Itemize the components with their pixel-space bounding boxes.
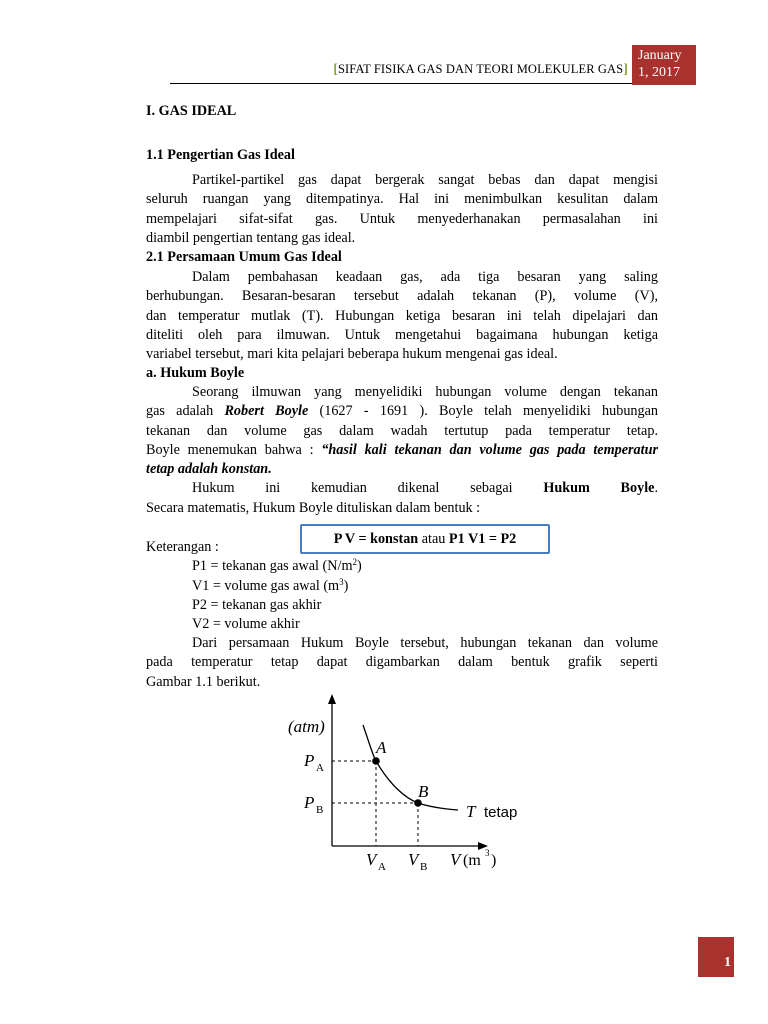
- section-2-1-heading: 2.1 Persamaan Umum Gas Ideal: [146, 249, 342, 265]
- section-1-1-paragraph: [146, 171, 658, 248]
- text-span: Hukum ini kemudian dikenal sebagai: [192, 480, 544, 497]
- paragraph-line: diteliti oleh para ilmuwan. Untuk mengetahui bagaimana hubungan ketiga: [146, 326, 658, 343]
- y-axis-arrow: [328, 694, 336, 704]
- vb-subscript: B: [420, 861, 428, 873]
- closing-paragraph: [146, 634, 658, 692]
- legend-block: [146, 538, 658, 634]
- v-axis-label: V: [450, 850, 461, 869]
- paragraph-line: mempelajari sifat-sifat gas. Untuk menyederhanakan permasalahan ini: [146, 210, 658, 227]
- section-1-1-heading: 1.1 Pengertian Gas Ideal: [146, 147, 295, 163]
- paragraph-line: Gambar 1.1 berikut.: [146, 673, 261, 690]
- formula-part-a: P V = konstan: [333, 531, 419, 547]
- paragraph-line: Dari persamaan Hukum Boyle tersebut, hubungan tekanan dan volume: [192, 635, 658, 651]
- date-line-1: January: [638, 48, 682, 63]
- text-span: P1 = tekanan gas awal (N/m: [192, 558, 353, 575]
- va-label: V: [366, 850, 377, 869]
- paragraph-line: dan temperatur mutlak (T). Hubungan ketiga besaran ini telah dipelajari dan: [146, 307, 658, 324]
- text-span: ): [343, 577, 349, 594]
- legend-item-v2: V2 = volume akhir: [192, 616, 300, 633]
- formula-part-b: P1 V1 = P2: [448, 531, 517, 547]
- bracket-close: ]: [623, 62, 628, 77]
- paragraph-line: variabel tersebut, mari kita pelajari beberapa hukum mengenai gas ideal.: [146, 346, 558, 363]
- tetap-label: tetap: [484, 804, 518, 821]
- paragraph-line: tekanan dan volume gas dalam wadah tertutup pada temperatur tetap.: [146, 422, 658, 439]
- paragraph-line: Secara matematis, Hukum Boyle dituliskan dalam bentuk :: [146, 499, 481, 516]
- legend-item-v1: [146, 577, 658, 596]
- t-label: T: [466, 802, 476, 821]
- pb-subscript: B: [316, 804, 324, 816]
- boyle-paragraph: [146, 383, 658, 518]
- legend-item-p1: [146, 557, 658, 576]
- text-span: (1627 - 1691 ). Boyle telah menyelidiki hubungan: [308, 403, 659, 420]
- main-heading: I. GAS IDEAL: [146, 103, 237, 119]
- page-number: 1: [724, 955, 731, 970]
- bracket-open: [: [333, 62, 338, 77]
- paragraph-line: Dalam pembahasan keadaan gas, ada tiga besaran yang saling: [192, 269, 658, 285]
- law-name: Hukum Boyle: [543, 480, 655, 497]
- header-rule: [170, 83, 632, 84]
- text-span: .: [654, 480, 658, 497]
- v-axis-unit: (m: [463, 852, 481, 869]
- v-axis-unit-close: ): [491, 852, 497, 869]
- paragraph-line: Seorang ilmuwan yang menyelidiki hubungan volume dengan tekanan: [192, 384, 658, 400]
- point-a-marker: [372, 757, 380, 765]
- superscript: 3: [339, 576, 344, 587]
- superscript: 2: [352, 557, 357, 568]
- v-axis-unit-sup: 3: [485, 848, 490, 858]
- pa-subscript: A: [316, 762, 324, 774]
- date-badge: [632, 45, 696, 85]
- paragraph-line: berhubungan. Besaran-besaran tersebut adalah tekanan (P), volume (V),: [146, 288, 658, 305]
- paragraph-line: diambil pengertian tentang gas ideal.: [146, 229, 356, 246]
- section-2-1-paragraph: [146, 268, 658, 364]
- point-b-label: B: [418, 782, 429, 801]
- running-header: [290, 62, 628, 78]
- date-line-2: 1, 2017: [638, 65, 680, 80]
- text-span: ): [356, 558, 362, 575]
- text-span: Boyle menemukan bahwa :: [146, 441, 322, 458]
- boyle-graph: [270, 690, 540, 880]
- point-a-label: A: [376, 738, 387, 757]
- paragraph-line: [146, 479, 658, 498]
- vb-label: V: [408, 850, 419, 869]
- text-span: V1 = volume gas awal (m: [192, 577, 340, 594]
- text-span: gas adalah: [146, 403, 225, 420]
- formula-connector: atau: [418, 531, 449, 547]
- paragraph-line: seluruh ruangan yang ditempatinya. Hal ini menimbulkan kesulitan dalam: [146, 191, 658, 208]
- paragraph-line: pada temperatur tetap dapat digambarkan dalam bentuk grafik seperti: [146, 654, 658, 671]
- boyle-quote-end: tetap adalah konstan.: [146, 461, 272, 478]
- scientist-name: Robert Boyle: [224, 403, 309, 420]
- keterangan-label: Keterangan :: [146, 539, 219, 555]
- pb-label: P: [304, 793, 315, 812]
- pa-label: P: [304, 751, 315, 770]
- y-unit-label: (atm): [288, 717, 325, 736]
- paragraph-line: [146, 441, 658, 460]
- header-title-text: SIFAT FISIKA GAS DAN TEORI MOLEKULER GAS: [337, 62, 624, 76]
- boyle-quote: “hasil kali tekanan dan volume gas pada temperatur: [321, 441, 658, 458]
- va-subscript: A: [378, 861, 386, 873]
- boyle-heading: a. Hukum Boyle: [146, 365, 245, 381]
- legend-item-p2: P2 = tekanan gas akhir: [192, 596, 322, 613]
- page-number-badge: [698, 937, 734, 977]
- paragraph-line: Partikel-partikel gas dapat bergerak sangat bebas dan dapat mengisi: [192, 172, 658, 188]
- paragraph-line: [146, 402, 658, 421]
